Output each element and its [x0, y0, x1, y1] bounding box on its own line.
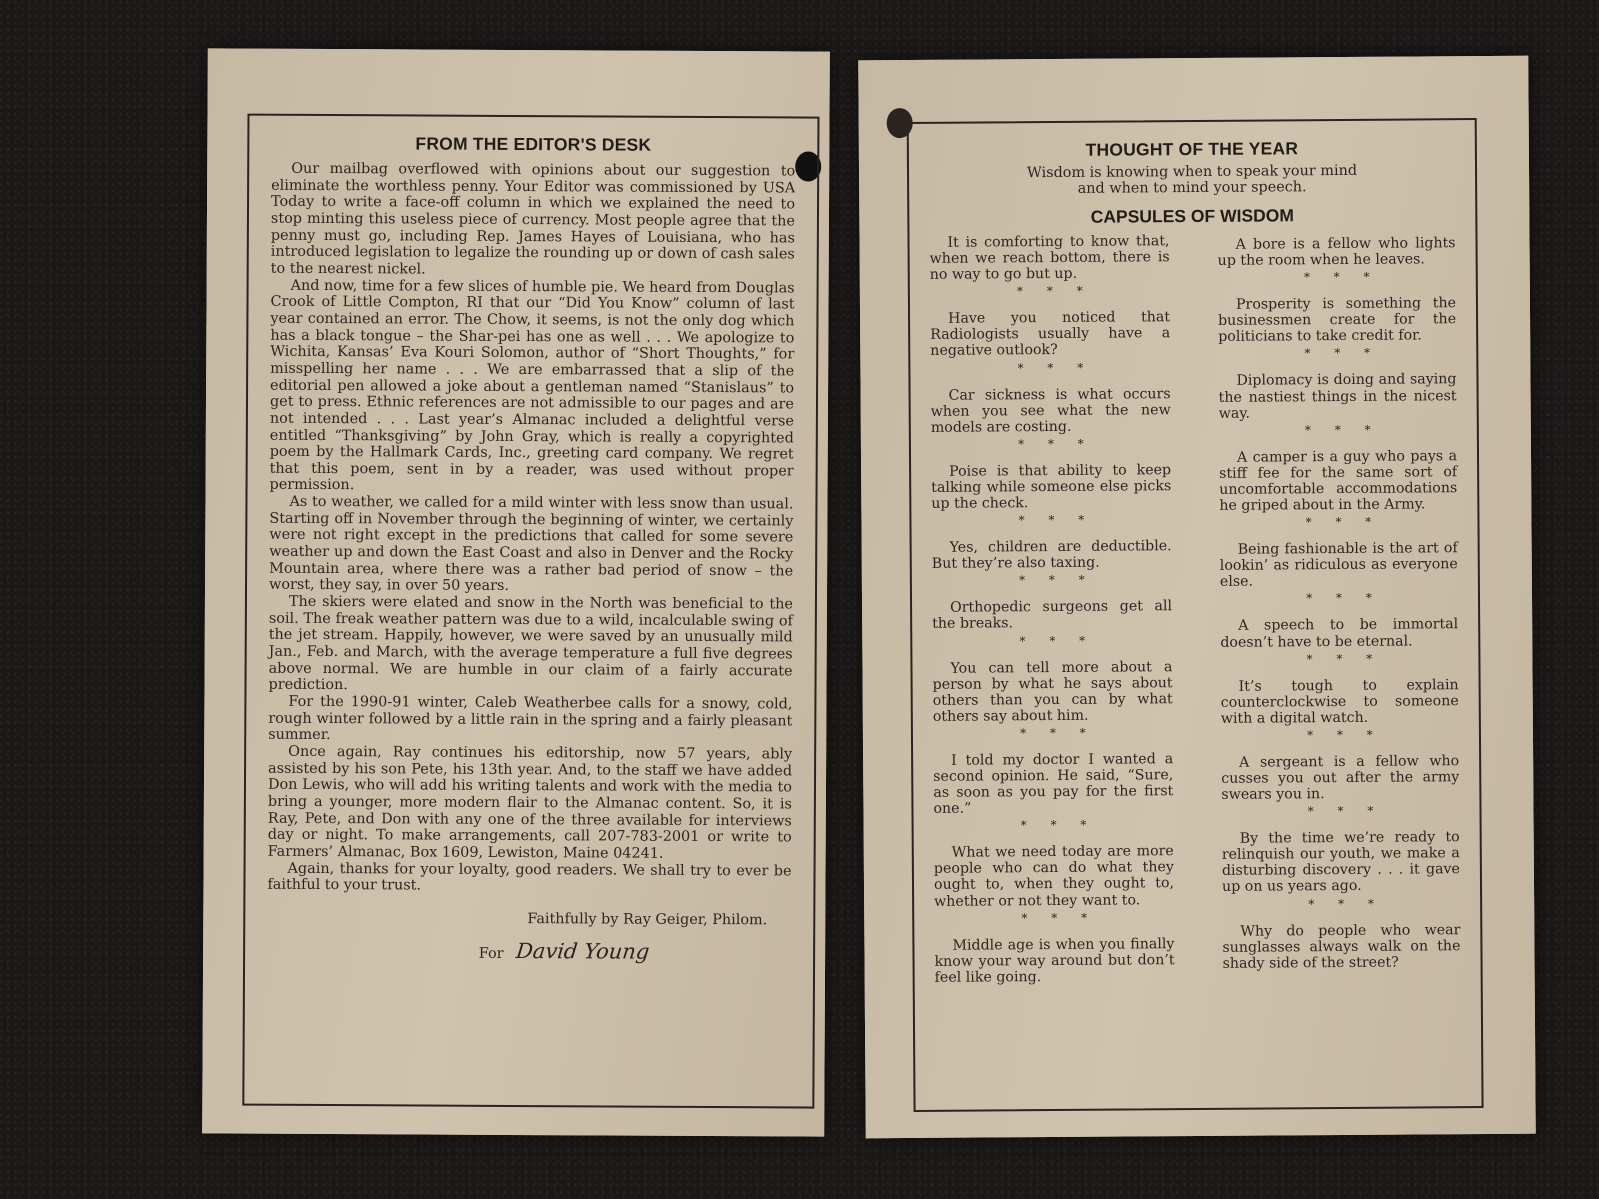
handwritten-signature: David Young [514, 938, 651, 964]
quote-columns [929, 231, 1460, 986]
star-separator: * * * [1020, 817, 1097, 833]
editor-paragraph: As to weather, we called for a mild winter with less snow than usual. Starting off in November through the beginning of winter, we certainly were not right except in the predictions that called for some severe weather up and down the East Coast and also in Denver and the Rocky Mountain area, where there was a rather bad period of snow – the worst, they say, in over 50 years. [268, 493, 794, 595]
wisdom-quote: You can tell more about a person by what he says about others than you can by what others say about him. [932, 658, 1173, 725]
editor-title: FROM THE EDITOR'S DESK [415, 133, 652, 155]
star-separator: * * * [1019, 633, 1096, 648]
star-separator: * * * [1018, 436, 1094, 452]
wisdom-quote: It is comforting to know that, when we reach bottom, there is no way to go but up. [929, 233, 1170, 284]
wisdom-quote: Diplomacy is doing and saying the nastiest things in the nicest way. [1218, 371, 1457, 422]
star-separator: * * * [1019, 573, 1095, 588]
star-separator: * * * [1306, 591, 1382, 606]
wisdom-quote: Poise is that ability to keep talking while someone else picks up the check. [931, 462, 1172, 512]
wisdom-quote: By the time we’re ready to relinquish our youth, we make a disturbing discovery . . . it gave up on us years ago. [1221, 829, 1460, 896]
star-separator: * * * [1016, 284, 1093, 299]
wisdom-quote: Yes, children are deductible. But they’re also taxing. [931, 538, 1172, 573]
star-separator: * * * [1305, 514, 1382, 530]
editor-paragraph: And now, time for a few slices of humble pie. We heard from Douglas Crook of Little Compton, RI that our “Did You Know” column of last year contained an error. The Chow, it seems, is not the only dog which has a black tongue – the Shar-pei has one as well . . . We apologize to Wichita, Kansas’ Eva Kouri Solomon, author of “Short Thoughts,” for misspelling her name . . . We are embarrassed that a slip of the editorial pen allowed a joke about a gentleman named “Stanislaus” to get to press. Ethnic references are not admissible to our pages and are not intended . . . Last year’s Almanac included a delightful verse entitled “Thanksgiving” by John Gray, which is really a copyrighted poem by the Hallmark Cards, Inc., greeting card company. We regret that this poem, sent in by a reader, was used without proper permission. [269, 277, 795, 494]
wisdom-quote: Prosperity is something the businessmen create for the politicians to take credit for. [1218, 295, 1457, 346]
wisdom-quote: Middle age is when you finally know your way around but don’t feel like going. [934, 935, 1175, 986]
quote-column-right [1217, 231, 1460, 984]
for-label: For [478, 945, 504, 962]
star-separator: * * * [1018, 512, 1095, 528]
wisdom-quote: I told my doctor I wanted a second opinion. He said, “Sure, as soon as you pay for the first one.” [933, 751, 1174, 818]
editor-paragraph: For the 1990-91 winter, Caleb Weatherbee calls for a snowy, cold, rough winter followed by a little rain in the spring and a fairly pleasant summer. [268, 693, 793, 744]
thought-line: Wisdom is knowing when to speak your mind [1026, 162, 1358, 182]
star-separator: * * * [1304, 346, 1381, 361]
wisdom-quote: Why do people who wear sunglasses always walk on the shady side of the street? [1222, 921, 1461, 972]
star-separator: * * * [1308, 896, 1385, 911]
signature-line [267, 938, 791, 965]
editor-paragraph: Once again, Ray continues his editorship, now 57 years, ably assisted by his son Pete, his 13th year. And, to the staff we have added Don Lewis, who will add his writing talents and work with the media to bring a younger, more modern flair to the Almanac content. So, it is Ray, Pete, and Don with any one of the three available for interviews day or night. To make arrangements, call 207-783-2001 or write to Farmers’ Almanac, Box 1609, Lewiston, Maine 04241. [267, 743, 793, 862]
editor-frame [242, 114, 819, 1109]
star-separator: * * * [1304, 422, 1381, 437]
star-separator: * * * [1307, 803, 1384, 819]
wisdom-quote: Orthopedic surgeons get all the breaks. [932, 598, 1173, 633]
wisdom-quote: Being fashionable is the art of lookin’ as ridiculous as everyone else. [1219, 540, 1458, 591]
wisdom-quote: A speech to be immortal doesn’t have to be eternal. [1220, 616, 1459, 651]
wisdom-quote: Have you noticed that Radiologists usually have a negative outlook? [930, 309, 1171, 360]
wisdom-quote: Car sickness is what occurs when you see what the new models are costing. [930, 385, 1171, 436]
editor-signoff: Faithfully by Ray Geiger, Philom. [527, 910, 768, 929]
editor-paragraph: The skiers were elated and snow in the North was beneficial to the soil. The freak weather pattern was due to a wild, incalculable swing of the jet stream. Happily, however, we were saved by an unusually mild Jan., Feb. and March, with the average temperature a full five degrees above normal. We are humble in our claim of a fairly accurate prediction. [268, 593, 793, 694]
wisdom-quote: A sergeant is a fellow who cusses you out after the army swears you in. [1221, 753, 1460, 803]
star-separator: * * * [1303, 269, 1380, 285]
wisdom-frame [907, 118, 1484, 1112]
wisdom-quote: A camper is a guy who pays a stiff fee for the same sort of uncomfortable accommodations he griped about in the Army. [1219, 447, 1458, 514]
capsules-title: CAPSULES OF WISDOM [1090, 205, 1295, 227]
thought-of-the-year [929, 162, 1455, 198]
wisdom-quote: What we need today are more people who can do what they ought to, when they ought to, whether or not they want to. [933, 843, 1175, 910]
editor-paragraph: Our mailbag overflowed with opinions about our suggestion to eliminate the worthless penny. Your Editor was commissioned by USA Today to write a face-off column in which we explained the need to stop minting this useless piece of currency. Most people agree that the penny must go, including Rep. James Hayes of Louisiana, who has introduced legislation to legalize the rounding up or down of cash sales to the nearest nickel. [270, 160, 796, 278]
wisdom-quote: A bore is a fellow who lights up the room when he leaves. [1217, 235, 1456, 269]
quote-column-left [929, 233, 1174, 986]
editor-paragraph: Again, thanks for your loyalty, good readers. We shall try to ever be faithful to your trust. [267, 860, 792, 894]
star-separator: * * * [1020, 725, 1096, 741]
thought-line: and when to mind your speech. [1077, 179, 1307, 197]
right-page [858, 56, 1536, 1139]
star-separator: * * * [1307, 727, 1383, 743]
left-page [202, 48, 830, 1136]
star-separator: * * * [1017, 360, 1094, 375]
star-separator: * * * [1306, 651, 1383, 666]
editor-body [267, 161, 795, 897]
star-separator: * * * [1021, 910, 1098, 925]
thought-title: THOUGHT OF THE YEAR [1085, 138, 1299, 160]
wisdom-quote: It’s tough to explain counterclockwise to someone with a digital watch. [1220, 676, 1459, 727]
